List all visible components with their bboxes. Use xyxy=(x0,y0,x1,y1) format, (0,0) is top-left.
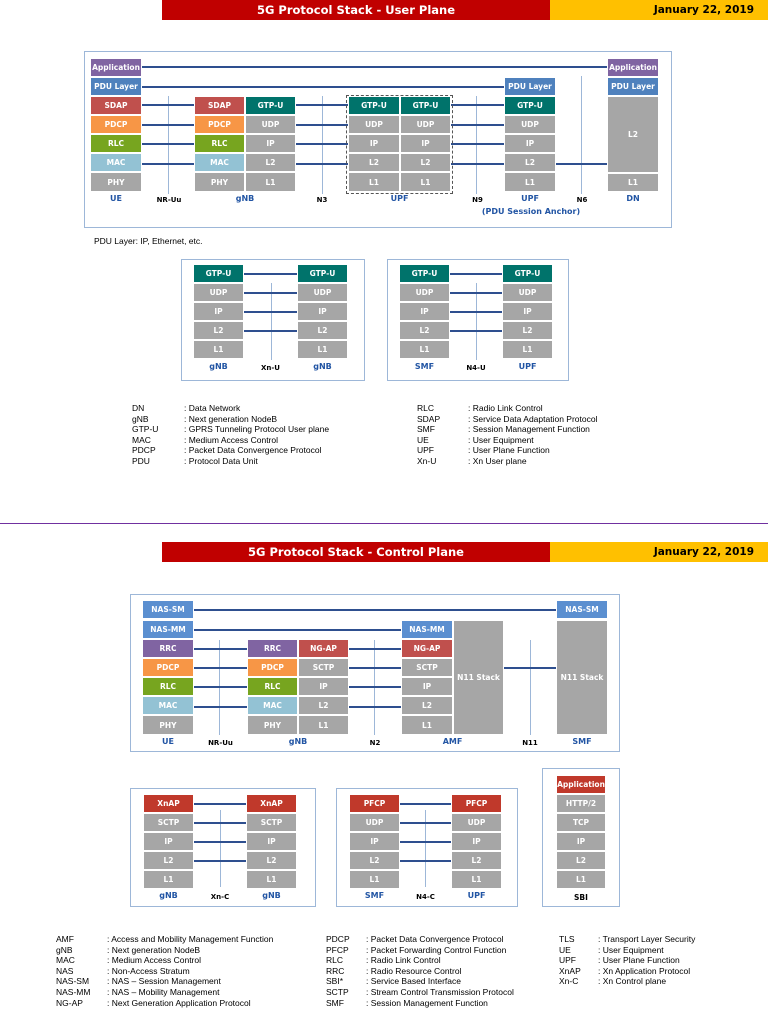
glossary-term: NAS-MM xyxy=(56,986,91,997)
glossary-row xyxy=(559,945,695,956)
glossary-term: UPF xyxy=(417,445,434,456)
n4u-conn-3 xyxy=(450,330,502,332)
glossary-row xyxy=(417,424,597,435)
cp-label-gnb: gNB xyxy=(288,737,308,746)
xnu-conn-1 xyxy=(244,292,297,294)
upfi-udp-b: UDP xyxy=(400,115,451,134)
n4u-conn-1 xyxy=(450,292,502,294)
sbi-tcp: TCP xyxy=(556,813,606,832)
glossary-term: SBI* xyxy=(326,976,344,987)
cp-amf-l1: L1 xyxy=(401,715,453,735)
ip-conn-n3 xyxy=(296,143,348,145)
ue-sdap: SDAP xyxy=(90,96,142,115)
n4u-right-gtp-u: GTP-U xyxy=(502,264,553,283)
xnu-right-gtp-u: GTP-U xyxy=(297,264,348,283)
l2-conn-n9 xyxy=(451,163,504,165)
glossary-row xyxy=(559,976,695,987)
n3-line xyxy=(322,96,323,194)
glossary-row xyxy=(132,435,329,446)
glossary-row xyxy=(56,945,273,956)
cp-rlc-conn xyxy=(194,686,247,688)
glossary-definition: : Packet Forwarding Control Function xyxy=(366,944,507,955)
cp-gnb-phy: PHY xyxy=(247,715,298,735)
ue-application: Application xyxy=(90,58,142,77)
upfi-l1-a: L1 xyxy=(348,172,400,192)
xnc-left-l2: L2 xyxy=(143,851,194,870)
glossary-term: RLC xyxy=(326,955,344,966)
upfa-udp: UDP xyxy=(504,115,556,134)
glossary-row xyxy=(132,403,329,414)
n4u-right-ip: IP xyxy=(502,302,553,321)
glossary-definition: : Packet Data Convergence Protocol xyxy=(366,934,504,944)
cp-ue-rrc: RRC xyxy=(142,639,194,658)
upfi-l1-b: L1 xyxy=(400,172,451,192)
xnu-right-ip: IP xyxy=(297,302,348,321)
glossary-row xyxy=(326,945,514,956)
upfi-ip-b: IP xyxy=(400,134,451,153)
mac-conn xyxy=(142,163,194,165)
glossary-definition: : Session Management Function xyxy=(366,997,488,1008)
glossary-row xyxy=(132,456,329,467)
xnu-label-left: gNB xyxy=(209,362,228,371)
glossary-term: MAC xyxy=(56,955,75,966)
glossary-definition: : Xn Application Protocol xyxy=(598,965,691,976)
glossary-definition: : Packet Data Convergence Protocol xyxy=(184,445,322,456)
cp-label-nruu: NR-Uu xyxy=(208,739,233,747)
glossary-right xyxy=(417,403,597,467)
glossary-definition: : Radio Link Control xyxy=(366,955,441,966)
n4c-label-right: UPF xyxy=(467,891,486,900)
glossary-row xyxy=(559,955,695,966)
upfi-l2-a: L2 xyxy=(348,153,400,172)
xnc-right-ip: IP xyxy=(246,832,297,851)
glossary-term: gNB xyxy=(132,413,149,424)
glossary-definition: : User Plane Function xyxy=(598,955,680,966)
glossary-term: UE xyxy=(559,944,571,955)
cp-gnb-pdcp: PDCP xyxy=(247,658,298,677)
glossary-term: PDCP xyxy=(326,934,350,944)
xnu-left-gtp-u: GTP-U xyxy=(193,264,244,283)
glossary-term: DN xyxy=(132,403,145,413)
sctp-conn xyxy=(349,667,401,669)
xnc-left-xnap: XnAP xyxy=(143,794,194,813)
glossary-definition: : Data Network xyxy=(184,403,241,413)
dn-application: Application xyxy=(607,58,659,77)
ue-pdcp: PDCP xyxy=(90,115,142,134)
glossary-row xyxy=(417,435,597,446)
glossary-row xyxy=(417,456,597,467)
glossary-term: NAS xyxy=(56,965,74,976)
cp-amf-n11stack: N11 Stack xyxy=(453,620,504,735)
control-plane-main-frame xyxy=(130,594,620,752)
gnb-gtpu: GTP-U xyxy=(245,96,296,115)
n4u-left-udp: UDP xyxy=(399,283,450,302)
glossary-term: UE xyxy=(417,434,429,445)
glossary-definition: : User Equipment xyxy=(598,944,664,955)
glossary-row xyxy=(56,934,273,945)
glossary-definition: : Xn Control plane xyxy=(598,976,667,987)
glossary-term: NG-AP xyxy=(56,997,83,1008)
cp-gnb-rrc: RRC xyxy=(247,639,298,658)
glossary-row xyxy=(56,955,273,966)
upfi-ip-a: IP xyxy=(348,134,400,153)
xnc-right-l2: L2 xyxy=(246,851,297,870)
glossary-row xyxy=(56,987,273,998)
xnu-left-udp: UDP xyxy=(193,283,244,302)
dn-l1: L1 xyxy=(607,173,659,192)
upfa-l1: L1 xyxy=(504,172,556,192)
gnb-rlc: RLC xyxy=(194,134,245,153)
l2-conn-n3 xyxy=(296,163,348,165)
sbi-ip: IP xyxy=(556,832,606,851)
xnu-label-right: gNB xyxy=(313,362,332,371)
glossary-term: RRC xyxy=(326,965,345,976)
glossary-term: SCTP xyxy=(326,986,349,997)
rrc-conn xyxy=(194,648,247,650)
glossary-term: Xn-C xyxy=(559,976,579,987)
cp-ue-pdcp: PDCP xyxy=(142,658,194,677)
cp-nruu-line xyxy=(219,640,220,735)
n4c-right-l2: L2 xyxy=(451,851,502,870)
glossary-term: UPF xyxy=(559,955,576,966)
glossary-row xyxy=(326,976,514,987)
cp-label-amf: AMF xyxy=(442,737,463,746)
xnc-right-l1: L1 xyxy=(246,870,297,889)
glossary-left xyxy=(132,403,329,467)
xnu-left-l2: L2 xyxy=(193,321,244,340)
glossary-c xyxy=(559,934,695,987)
n4u-left-l1: L1 xyxy=(399,340,450,359)
xnu-right-udp: UDP xyxy=(297,283,348,302)
cp-ip-conn xyxy=(349,686,401,688)
glossary-term: PDCP xyxy=(132,445,156,456)
glossary-term: MAC xyxy=(132,434,151,445)
glossary-definition: : NAS – Mobility Management xyxy=(107,986,220,997)
slide1-date: January 22, 2019 xyxy=(550,0,768,20)
gtpu-conn-n9 xyxy=(451,104,504,106)
glossary-term: gNB xyxy=(56,944,73,955)
cp-ue-phy: PHY xyxy=(142,715,194,735)
cp-label-ue: UE xyxy=(162,737,174,746)
cp-smf-nassm: NAS-SM xyxy=(556,600,608,619)
glossary-definition: : Service Based Interface xyxy=(366,976,461,987)
n4c-right-l1: L1 xyxy=(451,870,502,889)
glossary-row xyxy=(56,998,273,1009)
glossary-term: PFCP xyxy=(326,944,349,955)
glossary-definition: : GPRS Tunneling Protocol User plane xyxy=(184,424,330,435)
n4u-left-ip: IP xyxy=(399,302,450,321)
cp-mac-conn xyxy=(194,706,247,708)
n4c-conn-1 xyxy=(400,822,451,824)
n4c-left-l2: L2 xyxy=(349,851,400,870)
slide2-date: January 22, 2019 xyxy=(550,542,768,562)
xnu-label-mid: Xn-U xyxy=(261,364,280,372)
glossary-row xyxy=(132,424,329,435)
glossary-definition: : NAS – Session Management xyxy=(107,976,221,987)
xnc-left-sctp: SCTP xyxy=(143,813,194,832)
n4c-conn-2 xyxy=(400,841,451,843)
glossary-term: GTP-U xyxy=(132,424,159,435)
label-n3: N3 xyxy=(316,196,328,204)
glossary-definition: : Xn User plane xyxy=(468,455,527,466)
glossary-row xyxy=(326,934,514,945)
glossary-b xyxy=(326,934,514,1008)
glossary-term: SDAP xyxy=(417,413,441,424)
cp-label-smf: SMF xyxy=(572,737,592,746)
glossary-term: XnAP xyxy=(559,965,581,976)
n4u-right-l1: L1 xyxy=(502,340,553,359)
n4u-right-l2: L2 xyxy=(502,321,553,340)
xnu-right-l1: L1 xyxy=(297,340,348,359)
slide1-title: 5G Protocol Stack - User Plane xyxy=(162,0,550,20)
cp-ue-nasmm: NAS-MM xyxy=(142,620,194,639)
upfa-gtpu: GTP-U xyxy=(504,96,556,115)
udp-conn-n9 xyxy=(451,124,504,126)
l2-conn-n6 xyxy=(555,163,608,165)
glossary-definition: : Transport Layer Security xyxy=(598,934,696,944)
xnc-label-right: gNB xyxy=(262,891,281,900)
cp-n11-line xyxy=(530,640,531,735)
glossary-a xyxy=(56,934,273,1008)
glossary-row xyxy=(326,966,514,977)
dn-l2: L2 xyxy=(607,96,659,173)
gnb-l2: L2 xyxy=(245,153,296,172)
xnu-conn-0 xyxy=(244,273,297,275)
glossary-term: TLS xyxy=(559,934,575,944)
slide2-title: 5G Protocol Stack - Control Plane xyxy=(162,542,550,562)
glossary-row xyxy=(417,403,597,414)
app-conn xyxy=(142,66,608,68)
n4c-left-l1: L1 xyxy=(349,870,400,889)
n4c-conn-3 xyxy=(400,860,451,862)
udp-conn-n3 xyxy=(296,124,348,126)
cp-gnb-rlc: RLC xyxy=(247,677,298,696)
cp-gnb-mac: MAC xyxy=(247,696,298,715)
glossary-definition: : Medium Access Control xyxy=(184,434,279,445)
xnc-conn-2 xyxy=(194,841,246,843)
cp-ue-mac: MAC xyxy=(142,696,194,715)
glossary-row xyxy=(326,987,514,998)
pdu-conn xyxy=(142,86,504,88)
xnu-left-ip: IP xyxy=(193,302,244,321)
xnu-right-l2: L2 xyxy=(297,321,348,340)
glossary-definition: : User Equipment xyxy=(468,434,534,445)
xnc-label-mid: Xn-C xyxy=(210,893,230,901)
nasmm-conn xyxy=(194,629,401,631)
cp-gnb-l2: L2 xyxy=(298,696,349,715)
n4u-right-udp: UDP xyxy=(502,283,553,302)
xnc-conn-3 xyxy=(194,860,246,862)
n4u-conn-2 xyxy=(450,311,502,313)
xnc-label-left: gNB xyxy=(159,891,178,900)
cp-label-n11: N11 xyxy=(522,739,538,747)
label-upf2: UPF xyxy=(521,194,539,203)
n4c-left-udp: UDP xyxy=(349,813,400,832)
xnu-conn-2 xyxy=(244,311,297,313)
n11-conn xyxy=(504,667,556,669)
rlc-conn xyxy=(142,143,194,145)
sbi-l2: L2 xyxy=(556,851,606,870)
n4u-left-l2: L2 xyxy=(399,321,450,340)
upfa-l2: L2 xyxy=(504,153,556,172)
glossary-row xyxy=(326,998,514,1009)
glossary-row xyxy=(417,445,597,456)
glossary-definition: : Next Generation Application Protocol xyxy=(107,997,251,1008)
cp-amf-sctp: SCTP xyxy=(401,658,453,677)
cp-ue-nassm: NAS-SM xyxy=(142,600,194,619)
n4u-left-gtp-u: GTP-U xyxy=(399,264,450,283)
label-anchor: (PDU Session Anchor) xyxy=(481,207,581,216)
sbi-http/2: HTTP/2 xyxy=(556,794,606,813)
glossary-row xyxy=(559,966,695,977)
cp-ue-rlc: RLC xyxy=(142,677,194,696)
cp-amf-l2: L2 xyxy=(401,696,453,715)
upfi-gtpu-b: GTP-U xyxy=(400,96,451,115)
ue-pdu-layer: PDU Layer xyxy=(90,77,142,96)
glossary-term: AMF xyxy=(56,934,74,944)
n4u-label-right: UPF xyxy=(518,362,537,371)
n4c-left-pfcp: PFCP xyxy=(349,794,400,813)
glossary-definition: : Session Management Function xyxy=(468,424,590,435)
n4u-label-mid: N4-U xyxy=(466,364,486,372)
xnc-conn-1 xyxy=(194,822,246,824)
glossary-term: SMF xyxy=(417,424,435,435)
glossary-row xyxy=(417,414,597,425)
slide-separator xyxy=(0,523,768,524)
glossary-term: RLC xyxy=(417,403,435,413)
xnu-conn-3 xyxy=(244,330,297,332)
gtpu-conn-n3 xyxy=(296,104,348,106)
sbi-application: Application xyxy=(556,775,606,794)
gnb-sdap: SDAP xyxy=(194,96,245,115)
sdap-conn xyxy=(142,104,194,106)
xnu-left-l1: L1 xyxy=(193,340,244,359)
ip-conn-n9 xyxy=(451,143,504,145)
glossary-definition: : Service Data Adaptation Protocol xyxy=(468,413,598,424)
xnc-left-l1: L1 xyxy=(143,870,194,889)
n6-line xyxy=(581,76,582,194)
glossary-term: NAS-SM xyxy=(56,976,90,987)
cp-gnb-l1: L1 xyxy=(298,715,349,735)
pdcp-conn xyxy=(142,124,194,126)
cp-smf-n11stack: N11 Stack xyxy=(556,620,608,735)
glossary-definition: : Next generation NodeB xyxy=(184,413,278,424)
glossary-row xyxy=(559,934,695,945)
gnb-ip: IP xyxy=(245,134,296,153)
ngap-conn xyxy=(349,648,401,650)
ue-phy: PHY xyxy=(90,172,142,192)
upfi-l2-b: L2 xyxy=(400,153,451,172)
glossary-definition: : Radio Resource Control xyxy=(366,965,462,976)
gnb-udp: UDP xyxy=(245,115,296,134)
glossary-term: SMF xyxy=(326,997,344,1008)
label-n6: N6 xyxy=(576,196,588,204)
n4c-label-mid: N4-C xyxy=(416,893,435,901)
n4u-label-left: SMF xyxy=(414,362,435,371)
xnu-line xyxy=(271,283,272,360)
gnb-pdcp: PDCP xyxy=(194,115,245,134)
xnc-left-ip: IP xyxy=(143,832,194,851)
cp-pdcp-conn xyxy=(194,667,247,669)
upfa-pdu-layer: PDU Layer xyxy=(504,77,556,96)
label-gnb: gNB xyxy=(235,194,255,203)
glossary-definition: : Stream Control Transmission Protocol xyxy=(366,986,514,997)
n4c-conn-0 xyxy=(400,803,451,805)
label-n9: N9 xyxy=(472,196,483,204)
nassm-conn xyxy=(194,609,556,611)
xnc-conn-0 xyxy=(194,803,246,805)
glossary-definition: : Radio Link Control xyxy=(468,403,543,413)
cp-amf-ip: IP xyxy=(401,677,453,696)
glossary-row xyxy=(56,966,273,977)
cp-amf-nasmm: NAS-MM xyxy=(401,620,453,639)
label-ue: UE xyxy=(110,194,122,203)
label-upf1: UPF xyxy=(390,194,409,203)
glossary-row xyxy=(326,955,514,966)
glossary-definition: : Protocol Data Unit xyxy=(184,455,258,466)
cp-l2-conn xyxy=(349,706,401,708)
n4c-left-ip: IP xyxy=(349,832,400,851)
cp-gnb-sctp: SCTP xyxy=(298,658,349,677)
glossary-row xyxy=(132,445,329,456)
n4c-right-pfcp: PFCP xyxy=(451,794,502,813)
glossary-term: PDU xyxy=(132,455,150,466)
glossary-row xyxy=(132,414,329,425)
n4c-label-left: SMF xyxy=(364,891,385,900)
sbi-label: SBI xyxy=(574,893,588,902)
upfi-gtpu-a: GTP-U xyxy=(348,96,400,115)
cp-label-n2: N2 xyxy=(369,739,381,747)
gnb-phy: PHY xyxy=(194,172,245,192)
label-dn: DN xyxy=(626,194,640,203)
cp-amf-ngap: NG-AP xyxy=(401,639,453,658)
upfa-ip: IP xyxy=(504,134,556,153)
glossary-definition: : Non-Access Stratum xyxy=(107,965,190,976)
n4c-right-ip: IP xyxy=(451,832,502,851)
upfi-udp-a: UDP xyxy=(348,115,400,134)
glossary-definition: : Access and Mobility Management Function xyxy=(107,934,274,944)
dn-pdu-layer: PDU Layer xyxy=(607,77,659,96)
ue-rlc: RLC xyxy=(90,134,142,153)
cp-n2-line xyxy=(374,640,375,735)
n4c-right-udp: UDP xyxy=(451,813,502,832)
label-nruu: NR-Uu xyxy=(156,196,182,204)
cp-gnb-ip: IP xyxy=(298,677,349,696)
glossary-term: Xn-U xyxy=(417,455,437,466)
n4u-conn-0 xyxy=(450,273,502,275)
nruu-line xyxy=(168,96,169,194)
n4u-line xyxy=(476,283,477,360)
ue-mac: MAC xyxy=(90,153,142,172)
cp-gnb-ngap: NG-AP xyxy=(298,639,349,658)
glossary-definition: : Next generation NodeB xyxy=(107,944,201,955)
n9-line xyxy=(476,96,477,194)
pdu-note: PDU Layer: IP, Ethernet, etc. xyxy=(94,236,203,246)
sbi-l1: L1 xyxy=(556,870,606,889)
xnc-right-xnap: XnAP xyxy=(246,794,297,813)
glossary-definition: : Medium Access Control xyxy=(107,955,202,966)
glossary-definition: : User Plane Function xyxy=(468,445,550,456)
gnb-l1: L1 xyxy=(245,172,296,192)
xnc-right-sctp: SCTP xyxy=(246,813,297,832)
glossary-row xyxy=(56,976,273,987)
gnb-mac: MAC xyxy=(194,153,245,172)
